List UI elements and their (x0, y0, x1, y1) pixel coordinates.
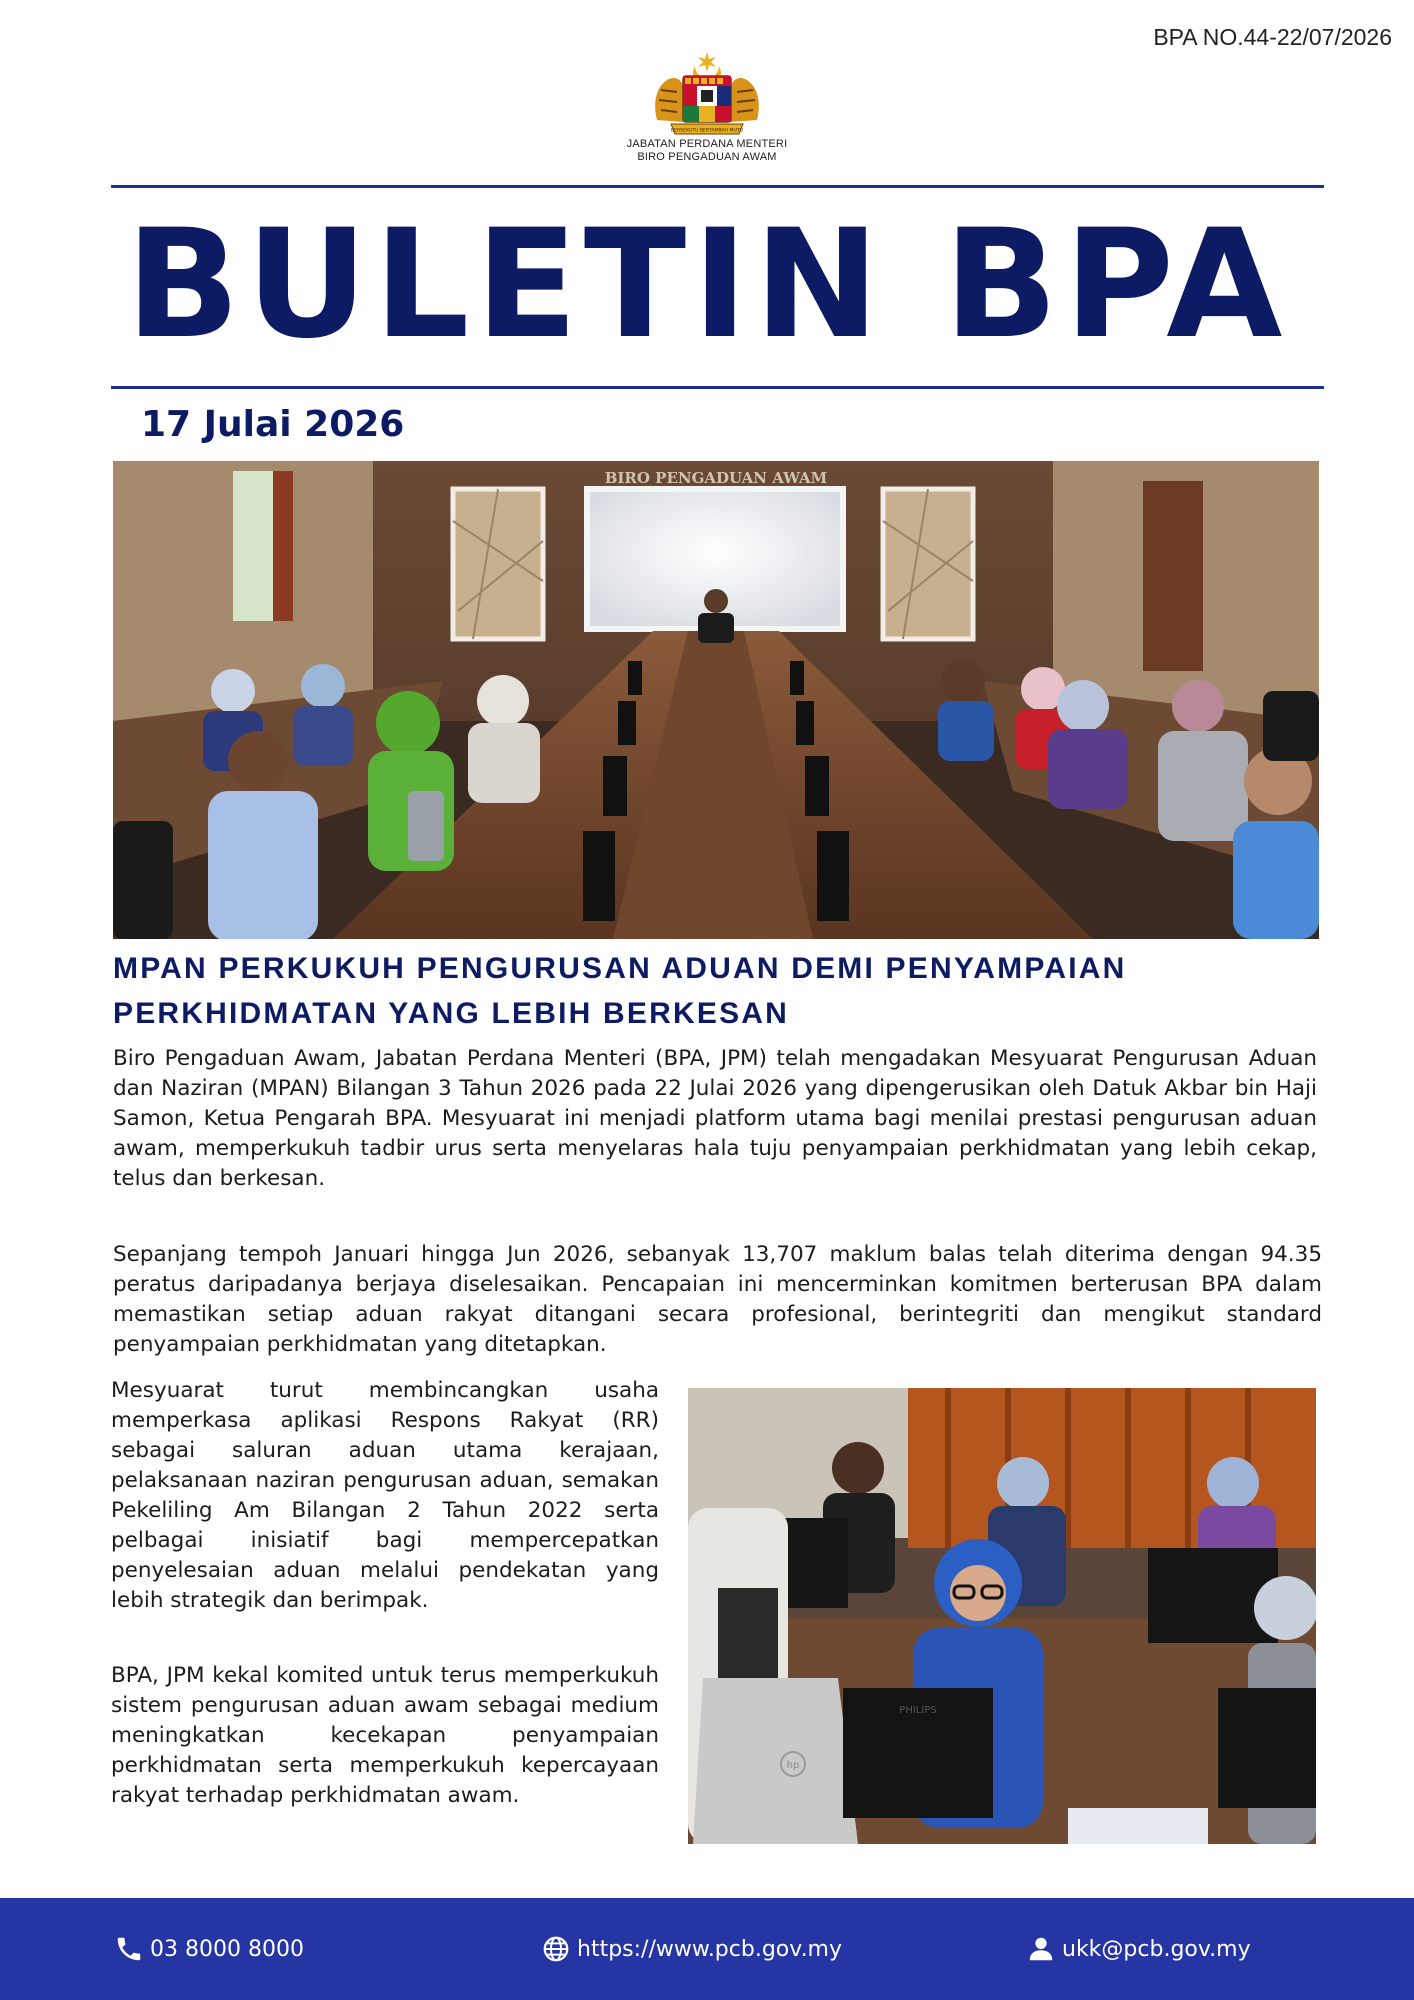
issue-date: 17 Julai 2026 (141, 404, 405, 445)
user-icon (1026, 1934, 1056, 1964)
org-line-1: JABATAN PERDANA MENTERI (626, 138, 788, 150)
main-meeting-photo (113, 461, 1319, 939)
masthead-title: BULETIN BPA (125, 198, 1289, 372)
malaysia-coat-of-arms-icon (647, 50, 767, 138)
laptop-brand-text: hp (786, 1760, 800, 1771)
article-headline: MPAN PERKUKUH PENGURUSAN ADUAN DEMI PENYAMPAIAN PERKHIDMATAN YANG LEBIH BERKESAN (113, 952, 1127, 1030)
contact-footer (0, 1898, 1414, 2000)
side-meeting-photo (688, 1388, 1316, 1844)
org-line-2: BIRO PENGADUAN AWAM (637, 151, 777, 163)
masthead-bottom-rule (111, 386, 1324, 389)
footer-email[interactable] (1026, 1898, 1251, 2000)
wall-sign-text: BIRO PENGADUAN AWAM (604, 469, 828, 487)
article-paragraph-4: BPA, JPM kekal komited untuk terus memperkukuh sistem pengurusan aduan awam sebagai medium meningkatkan kecekapan penyampaian perkhidmatan serta memperkukuh kepercayaan rakyat terhadap perkhidmatan awam. (111, 1663, 659, 1808)
crest-banner-text: BERSEKUTU BERTAMBAH MUTU (670, 128, 744, 134)
footer-email-text: ukk@pcb.gov.my (1062, 1936, 1251, 1962)
monitor-brand-text: PHILIPS (899, 1705, 937, 1716)
article-paragraph-1: Biro Pengaduan Awam, Jabatan Perdana Menteri (BPA, JPM) telah mengadakan Mesyuarat Pengurusan Aduan dan Naziran (MPAN) Bilangan 3 Tahun 2026 pada 22 Julai 2026 yang dipengerusikan oleh Datuk Akbar bin Haji Samon, Ketua Pengarah BPA. Mesyuarat ini menjadi platform utama bagi menilai prestasi pengurusan aduan awam, memperkukuh tadbir urus serta menyelaras hala tuju penyampaian perkhidmatan yang lebih cekap, telus dan berkesan. (113, 1046, 1317, 1191)
footer-phone-text: 03 8000 8000 (150, 1936, 304, 1962)
globe-icon (541, 1934, 571, 1964)
footer-website[interactable] (541, 1898, 842, 2000)
article-paragraph-2: Sepanjang tempoh Januari hingga Jun 2026, sebanyak 13,707 maklum balas telah diterima dengan 94.35 peratus daripadanya berjaya diselesaikan. Pencapaian ini mencerminkan komitmen berterusan BPA dalam memastikan setiap aduan rakyat ditangani secara profesional, berintegriti dan mengikut standard penyampaian perkhidmatan yang ditetapkan. (113, 1242, 1322, 1357)
masthead-top-rule (111, 185, 1324, 188)
footer-website-text: https://www.pcb.gov.my (577, 1936, 843, 1962)
phone-icon (114, 1934, 144, 1964)
reference-number: BPA NO.44-22/07/2026 (1153, 24, 1392, 50)
article-paragraph-3: Mesyuarat turut membincangkan usaha memperkasa aplikasi Respons Rakyat (RR) sebagai saluran aduan utama kerajaan, pelaksanaan naziran pengurusan aduan, semakan Pekeliling Am Bilangan 2 Tahun 2022 serta pelbagai inisiatif bagi mempercepatkan penyelesaian aduan melalui pendekatan yang lebih strategik dan berimpak. (111, 1378, 659, 1613)
footer-phone[interactable] (114, 1898, 304, 2000)
logo-block (0, 50, 1414, 164)
